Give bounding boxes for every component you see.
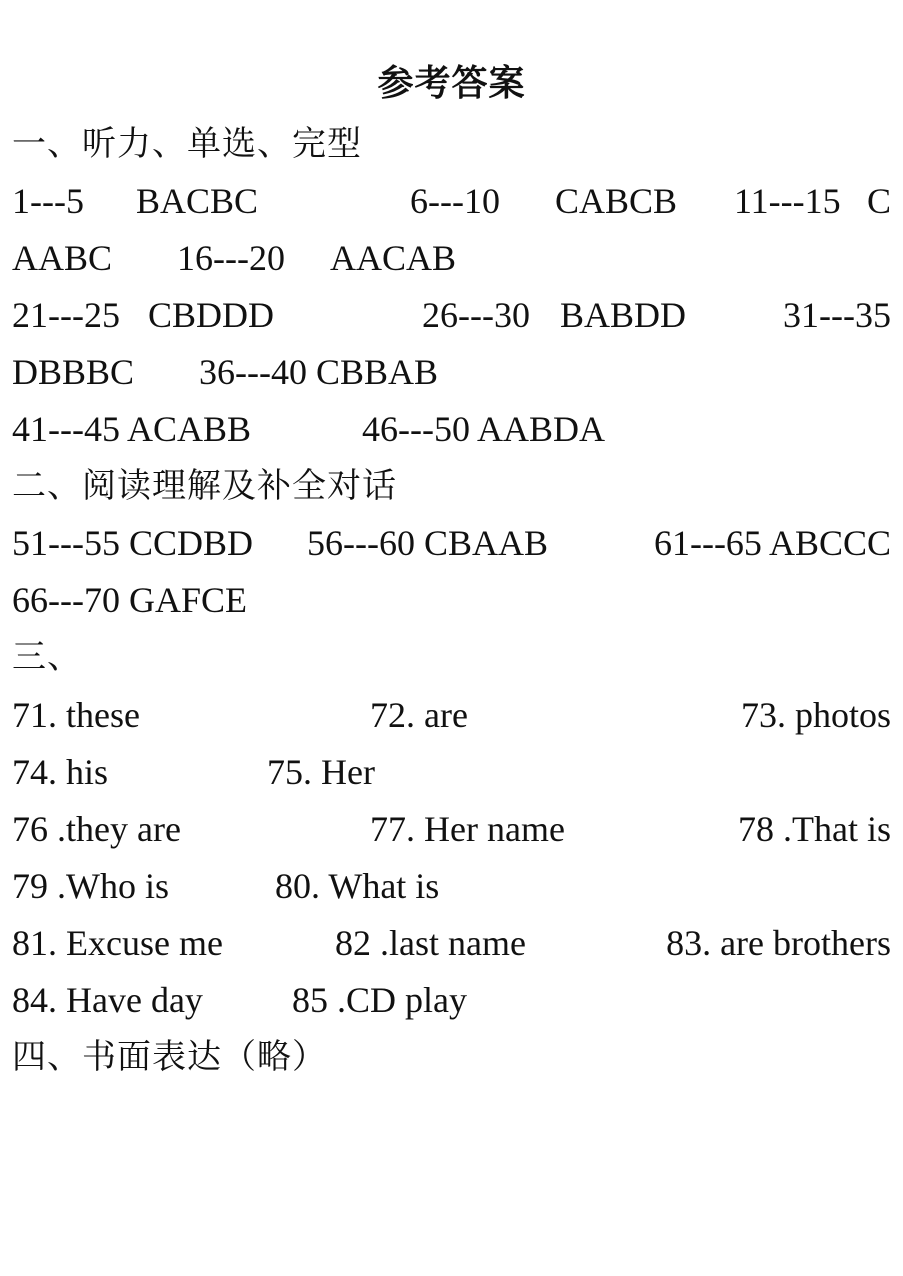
answer-row-4 — [12, 347, 891, 397]
answers: 66---70 GAFCE — [12, 580, 247, 620]
answers: 36---40 CBBAB — [199, 352, 439, 392]
answer-row-13 — [12, 975, 891, 1025]
answer: 72. are — [370, 695, 468, 735]
answer-row-9 — [12, 747, 891, 797]
answer-row-2 — [12, 233, 891, 283]
section-heading-3: 三、 — [12, 637, 82, 677]
answers: DBBBC — [12, 352, 135, 392]
range-label: 26---30 — [422, 295, 530, 335]
answer-row-12 — [12, 918, 891, 968]
answer: 80. What is — [275, 866, 440, 906]
page-title: 参考答案 — [377, 63, 526, 104]
range-label: 6---10 — [410, 181, 500, 221]
answers: 51---55 CCDBD — [12, 523, 253, 563]
answers: CABCB — [555, 181, 678, 221]
answer: 84. Have day — [12, 980, 203, 1020]
answer: 75. Her — [267, 752, 375, 792]
answer: 76 .they are — [12, 809, 181, 849]
answer: 85 .CD play — [292, 980, 467, 1020]
answer-row-11 — [12, 861, 891, 911]
answers: C — [866, 181, 891, 221]
answer: 79 .Who is — [12, 866, 169, 906]
answer: 83. are brothers — [666, 923, 891, 963]
answer-row-6 — [12, 518, 891, 568]
answer-row-3 — [12, 290, 891, 340]
answer-row-10 — [12, 804, 891, 854]
range-label: 31---35 — [783, 295, 891, 335]
answers: 56---60 CBAAB — [307, 523, 548, 563]
answer: 71. these — [12, 695, 140, 735]
answers: 61---65 ABCCC — [653, 523, 891, 563]
answer-row-7 — [12, 575, 891, 625]
range-label: 11---15 — [734, 181, 841, 221]
answer: 81. Excuse me — [12, 923, 223, 963]
answer: 78 .That is — [738, 809, 891, 849]
answer: 77. Her name — [370, 809, 565, 849]
range-label: 21---25 — [12, 295, 120, 335]
answer-row-1 — [12, 176, 891, 226]
section-heading-4: 四、书面表达（略） — [12, 1037, 327, 1077]
answers: 41---45 ACABB — [12, 409, 252, 449]
answer: 74. his — [12, 752, 109, 792]
section-heading-2: 二、阅读理解及补全对话 — [12, 466, 397, 506]
answers: BACBC — [136, 181, 259, 221]
range-label: 1---5 — [12, 181, 84, 221]
answers: CBDDD — [148, 295, 275, 335]
answer-row-8 — [12, 690, 891, 740]
range-label: 16---20 — [177, 238, 285, 278]
answer: 73. photos — [740, 695, 891, 735]
answer: 82 .last name — [335, 923, 526, 963]
answers: AABC — [12, 238, 113, 278]
answers: AACAB — [330, 238, 457, 278]
answers: BABDD — [560, 295, 687, 335]
answers: 46---50 AABDA — [362, 409, 605, 449]
answer-row-5 — [12, 404, 891, 454]
section-heading-1: 一、听力、单选、完型 — [12, 124, 362, 164]
